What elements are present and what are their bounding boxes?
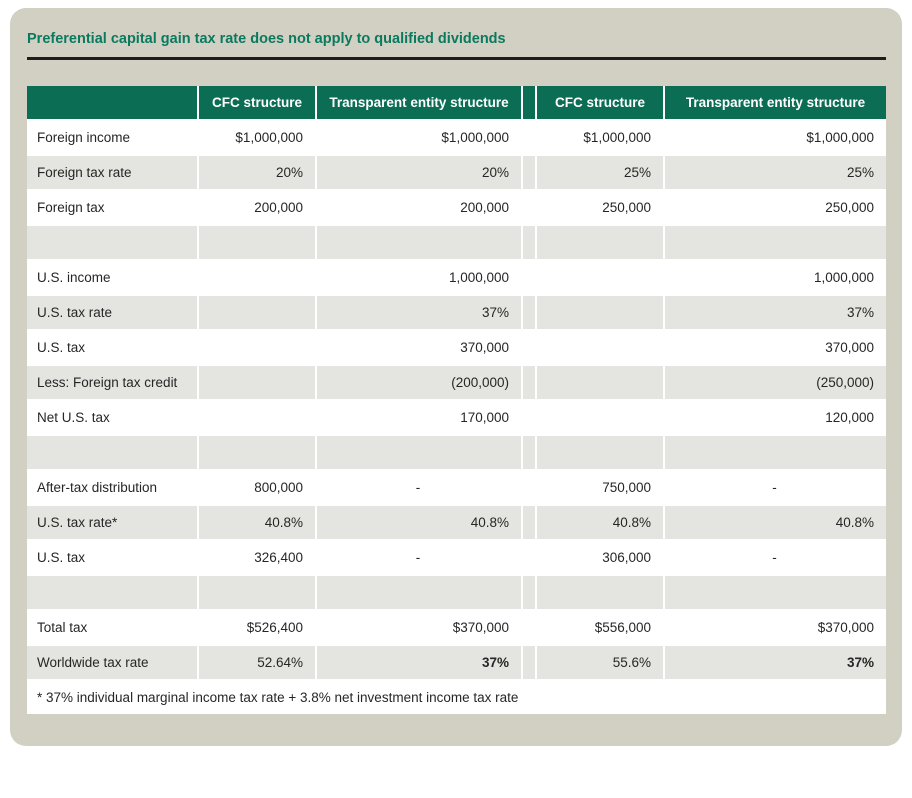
spacer-cell [522,365,536,400]
value-cell: - [664,540,886,575]
spacer-cell [522,260,536,295]
value-cell: $1,000,000 [664,120,886,155]
table-row [27,400,886,435]
row-label [27,575,198,610]
value-cell [664,225,886,260]
row-label: Net U.S. tax [27,400,198,435]
value-cell: 170,000 [316,400,522,435]
row-label: Total tax [27,610,198,645]
value-cell: - [664,470,886,505]
header-cfc-structure-1: CFC structure [198,86,316,120]
value-cell [198,260,316,295]
value-cell [198,575,316,610]
table-row [27,540,886,575]
footnote-text: * 37% individual marginal income tax rate + 3.8% net investment income tax rate [27,680,886,714]
value-cell [536,295,664,330]
footnote-row [27,680,886,714]
value-cell: $370,000 [316,610,522,645]
row-label: Foreign tax rate [27,155,198,190]
table-row [27,295,886,330]
spacer-cell [522,155,536,190]
spacer-cell [522,470,536,505]
value-cell [198,400,316,435]
value-cell: 750,000 [536,470,664,505]
table-row [27,610,886,645]
value-cell: 37% [316,645,522,680]
table-row [27,470,886,505]
row-label: U.S. income [27,260,198,295]
spacer-cell [522,295,536,330]
table-row [27,120,886,155]
value-cell [536,260,664,295]
header-row [27,86,886,120]
spacer-cell [522,540,536,575]
table-row [27,330,886,365]
content-card [10,8,902,746]
value-cell: 370,000 [316,330,522,365]
table-row [27,260,886,295]
header-row-label [27,86,198,120]
row-label: Worldwide tax rate [27,645,198,680]
value-cell: 120,000 [664,400,886,435]
value-cell: 40.8% [198,505,316,540]
table-row [27,190,886,225]
header-transparent-entity-structure-1: Transparent entity structure [316,86,522,120]
spacer-cell [522,645,536,680]
spacer-cell [522,575,536,610]
value-cell: 326,400 [198,540,316,575]
value-cell: 800,000 [198,470,316,505]
row-label: U.S. tax rate [27,295,198,330]
value-cell [536,575,664,610]
value-cell [664,575,886,610]
blank-row [27,575,886,610]
value-cell [536,225,664,260]
value-cell [316,435,522,470]
value-cell: 55.6% [536,645,664,680]
value-cell: (250,000) [664,365,886,400]
value-cell: 1,000,000 [316,260,522,295]
row-label: Foreign income [27,120,198,155]
page-title: Preferential capital gain tax rate does not apply to qualified dividends [27,31,506,47]
table-row [27,505,886,540]
table-row [27,645,886,680]
value-cell: 370,000 [664,330,886,365]
value-cell: 1,000,000 [664,260,886,295]
value-cell: 40.8% [536,505,664,540]
spacer-cell [522,435,536,470]
row-label [27,435,198,470]
value-cell: 20% [198,155,316,190]
value-cell [536,400,664,435]
row-label: Less: Foreign tax credit [27,365,198,400]
value-cell: 37% [664,645,886,680]
value-cell: 250,000 [664,190,886,225]
header-transparent-entity-structure-2: Transparent entity structure [664,86,886,120]
value-cell [198,225,316,260]
value-cell: $556,000 [536,610,664,645]
value-cell: 52.64% [198,645,316,680]
value-cell: $1,000,000 [536,120,664,155]
value-cell [316,575,522,610]
header-spacer [522,86,536,120]
value-cell: 200,000 [198,190,316,225]
row-label: U.S. tax rate* [27,505,198,540]
value-cell: 37% [316,295,522,330]
value-cell: 25% [664,155,886,190]
value-cell [316,225,522,260]
table-row [27,155,886,190]
header-cfc-structure-2: CFC structure [536,86,664,120]
value-cell: 37% [664,295,886,330]
value-cell: - [316,540,522,575]
value-cell [198,435,316,470]
value-cell: - [316,470,522,505]
value-cell: $370,000 [664,610,886,645]
value-cell: 25% [536,155,664,190]
row-label [27,225,198,260]
value-cell [664,435,886,470]
value-cell: (200,000) [316,365,522,400]
spacer-cell [522,120,536,155]
row-label: Foreign tax [27,190,198,225]
spacer-cell [522,190,536,225]
row-label: After-tax distribution [27,470,198,505]
value-cell: 200,000 [316,190,522,225]
spacer-cell [522,400,536,435]
value-cell: $526,400 [198,610,316,645]
spacer-cell [522,505,536,540]
value-cell: 20% [316,155,522,190]
value-cell [536,330,664,365]
value-cell: $1,000,000 [316,120,522,155]
title-divider [27,57,886,60]
blank-row [27,225,886,260]
value-cell: 250,000 [536,190,664,225]
spacer-cell [522,330,536,365]
row-label: U.S. tax [27,330,198,365]
value-cell: 40.8% [664,505,886,540]
value-cell: 40.8% [316,505,522,540]
value-cell: $1,000,000 [198,120,316,155]
blank-row [27,435,886,470]
spacer-cell [522,225,536,260]
row-label: U.S. tax [27,540,198,575]
table-row [27,365,886,400]
value-cell: 306,000 [536,540,664,575]
value-cell [198,330,316,365]
value-cell [198,295,316,330]
value-cell [536,435,664,470]
value-cell [198,365,316,400]
spacer-cell [522,610,536,645]
value-cell [536,365,664,400]
tax-comparison-table [27,86,886,714]
